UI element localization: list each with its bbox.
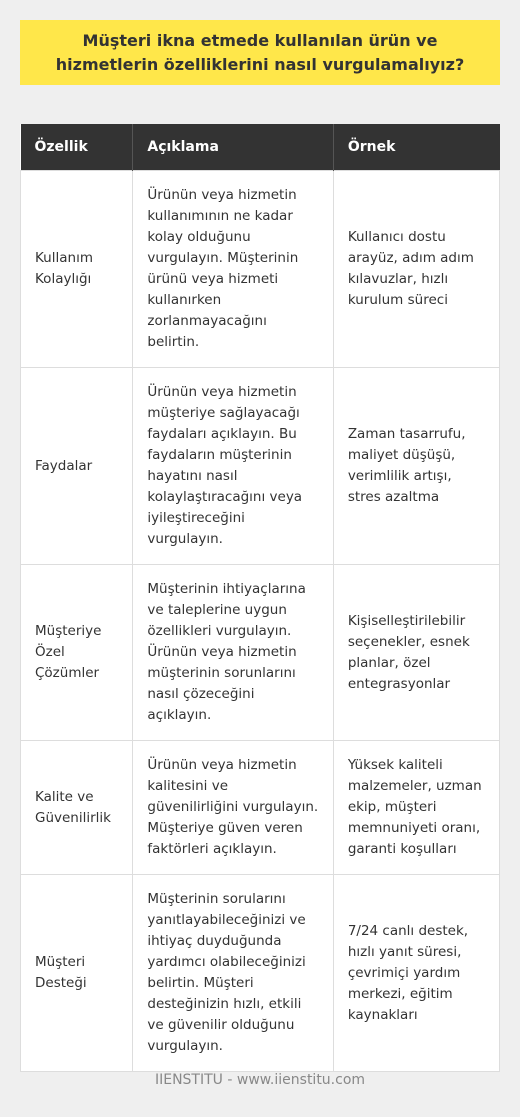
table-row — [21, 368, 500, 565]
description-cell: Müşterinin sorularını yanıtlayabileceğinizi ve ihtiyaç duyduğunda yardımcı olabileceğinizi belirtin. Müşteri desteğinizin hızlı, etkili ve güvenilir olduğunu vurgulayın. — [133, 875, 333, 1072]
feature-cell: Kalite ve Güvenilirlik — [21, 741, 133, 875]
table-row — [21, 741, 500, 875]
feature-cell: Kullanım Kolaylığı — [21, 171, 133, 368]
footer-credit: IIENSTITU - www.iienstitu.com — [154, 1072, 366, 1088]
example-cell: Yüksek kaliteli malzemeler, uzman ekip, müşteri memnuniyeti oranı, garanti koşulları — [333, 741, 499, 875]
table-row — [21, 875, 500, 1072]
page-title: Müşteri ikna etmede kullanılan ürün ve hizmetlerin özelliklerini nasıl vurgulamalıyız? — [55, 30, 465, 74]
table-header-row — [21, 124, 500, 171]
example-cell: Zaman tasarrufu, maliyet düşüşü, verimlilik artışı, stres azaltma — [333, 368, 499, 565]
description-cell: Ürünün veya hizmetin müşteriye sağlayacağı faydaları açıklayın. Bu faydaların müşterinin hayatını nasıl kolaylaştıracağını veya iyileştireceğini vurgulayın. — [133, 368, 333, 565]
column-header-feature: Özellik — [21, 124, 133, 171]
example-cell: 7/24 canlı destek, hızlı yanıt süresi, çevrimiçi yardım merkezi, eğitim kaynakları — [333, 875, 499, 1072]
description-cell: Ürünün veya hizmetin kalitesini ve güvenilirliğini vurgulayın. Müşteriye güven veren faktörleri açıklayın. — [133, 741, 333, 875]
feature-cell: Müşteriye Özel Çözümler — [21, 565, 133, 741]
features-table — [20, 124, 500, 1072]
description-cell: Müşterinin ihtiyaçlarına ve taleplerine uygun özellikleri vurgulayın. Ürünün veya hizmetin müşterinin sorunlarını nasıl çözeceğini açıklayın. — [133, 565, 333, 741]
example-cell: Kişiselleştirilebilir seçenekler, esnek planlar, özel entegrasyonlar — [333, 565, 499, 741]
example-cell: Kullanıcı dostu arayüz, adım adım kılavuzlar, hızlı kurulum süreci — [333, 171, 499, 368]
column-header-description: Açıklama — [133, 124, 333, 171]
feature-cell: Müşteri Desteği — [21, 875, 133, 1072]
table-row — [21, 565, 500, 741]
feature-cell: Faydalar — [21, 368, 133, 565]
title-banner — [20, 20, 500, 85]
table-row — [21, 171, 500, 368]
description-cell: Ürünün veya hizmetin kullanımının ne kadar kolay olduğunu vurgulayın. Müşterinin ürünü veya hizmeti kullanırken zorlanmayacağını belirtin. — [133, 171, 333, 368]
column-header-example: Örnek — [333, 124, 499, 171]
